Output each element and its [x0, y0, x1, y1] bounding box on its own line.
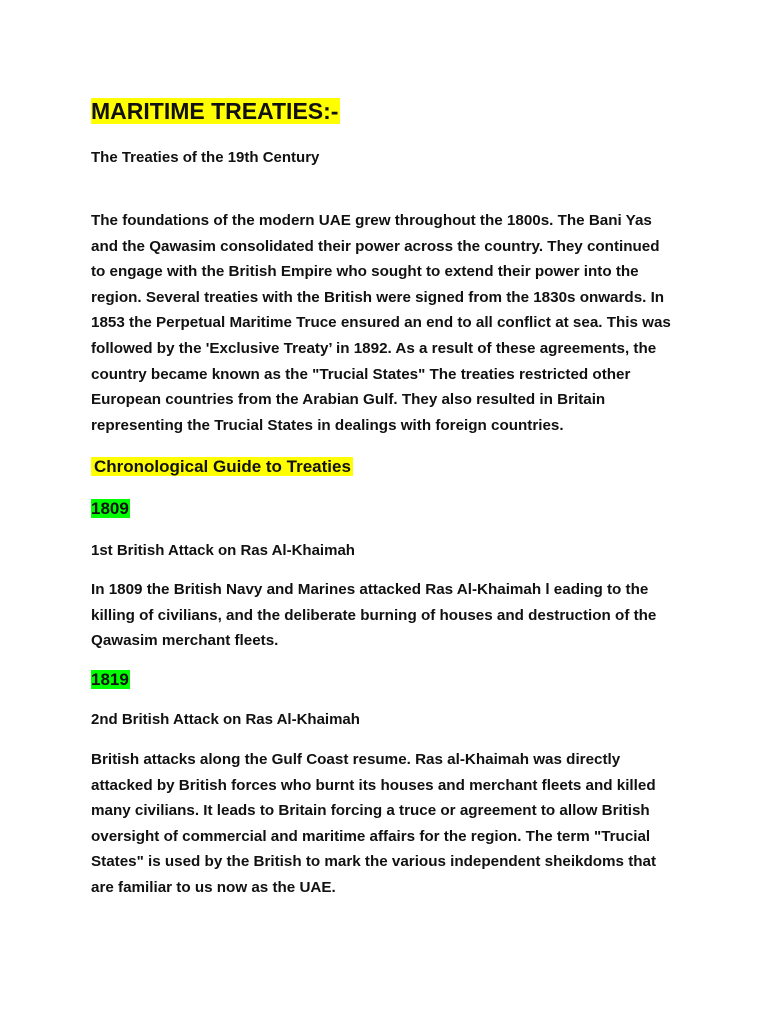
event-body-line: killing of civilians, and the deliberate burning of houses and destruction of the — [91, 606, 657, 624]
event-body-line: In 1809 the British Navy and Marines attacked Ras Al-Khaimah l eading to the — [91, 581, 649, 598]
event-year — [91, 668, 130, 692]
intro-line: The foundations of the modern UAE grew throughout the 1800s. The Bani Yas — [91, 212, 652, 229]
event-body — [91, 577, 671, 654]
intro-line: country became known as the "Trucial States" The treaties restricted other — [91, 365, 631, 383]
event-body-line: British attacks along the Gulf Coast resume. Ras al-Khaimah was directly — [91, 751, 621, 768]
document-title-text: MARITIME TREATIES:- — [91, 98, 339, 124]
chronological-guide-heading-text: Chronological Guide to Treaties — [91, 457, 353, 476]
event-body-line: attacked by British forces who burnt its houses and merchant fleets and killed — [91, 776, 656, 794]
event-body — [91, 747, 671, 901]
intro-line: representing the Trucial States in dealings with foreign countries. — [91, 416, 564, 434]
chronological-guide-heading — [91, 454, 353, 479]
document-subtitle: The Treaties of the 19th Century — [91, 149, 320, 166]
intro-line: region. Several treaties with the British were signed from the 1830s onwards. In — [91, 288, 665, 306]
intro-line: European countries from the Arabian Gulf. They also resulted in Britain — [91, 391, 606, 409]
document-title — [91, 96, 340, 126]
event-body-line: Qawasim merchant fleets. — [91, 632, 279, 650]
intro-line: followed by the 'Exclusive Treaty’ in 1892. As a result of these agreements, the — [91, 339, 657, 357]
event-body-line: oversight of commercial and maritime affairs for the region. The term "Trucial — [91, 827, 651, 845]
event-body-line: many civilians. It leads to Britain forcing a truce or agreement to allow British — [91, 802, 650, 820]
intro-line: to engage with the British Empire who sought to extend their power into the — [91, 263, 639, 281]
event-year — [91, 497, 130, 521]
event-year-text: 1819 — [91, 670, 129, 689]
event-body-line: are familiar to us now as the UAE. — [91, 878, 336, 896]
intro-line: 1853 the Perpetual Maritime Truce ensured an end to all conflict at sea. This was — [91, 314, 671, 332]
event-title: 2nd British Attack on Ras Al-Khaimah — [91, 711, 360, 728]
intro-paragraph — [91, 208, 671, 438]
event-year-text: 1809 — [91, 499, 129, 518]
event-body-line: States" is used by the British to mark the various independent sheikdoms that — [91, 853, 657, 871]
intro-line: and the Qawasim consolidated their power across the country. They continued — [91, 237, 660, 255]
event-title: 1st British Attack on Ras Al-Khaimah — [91, 542, 355, 559]
